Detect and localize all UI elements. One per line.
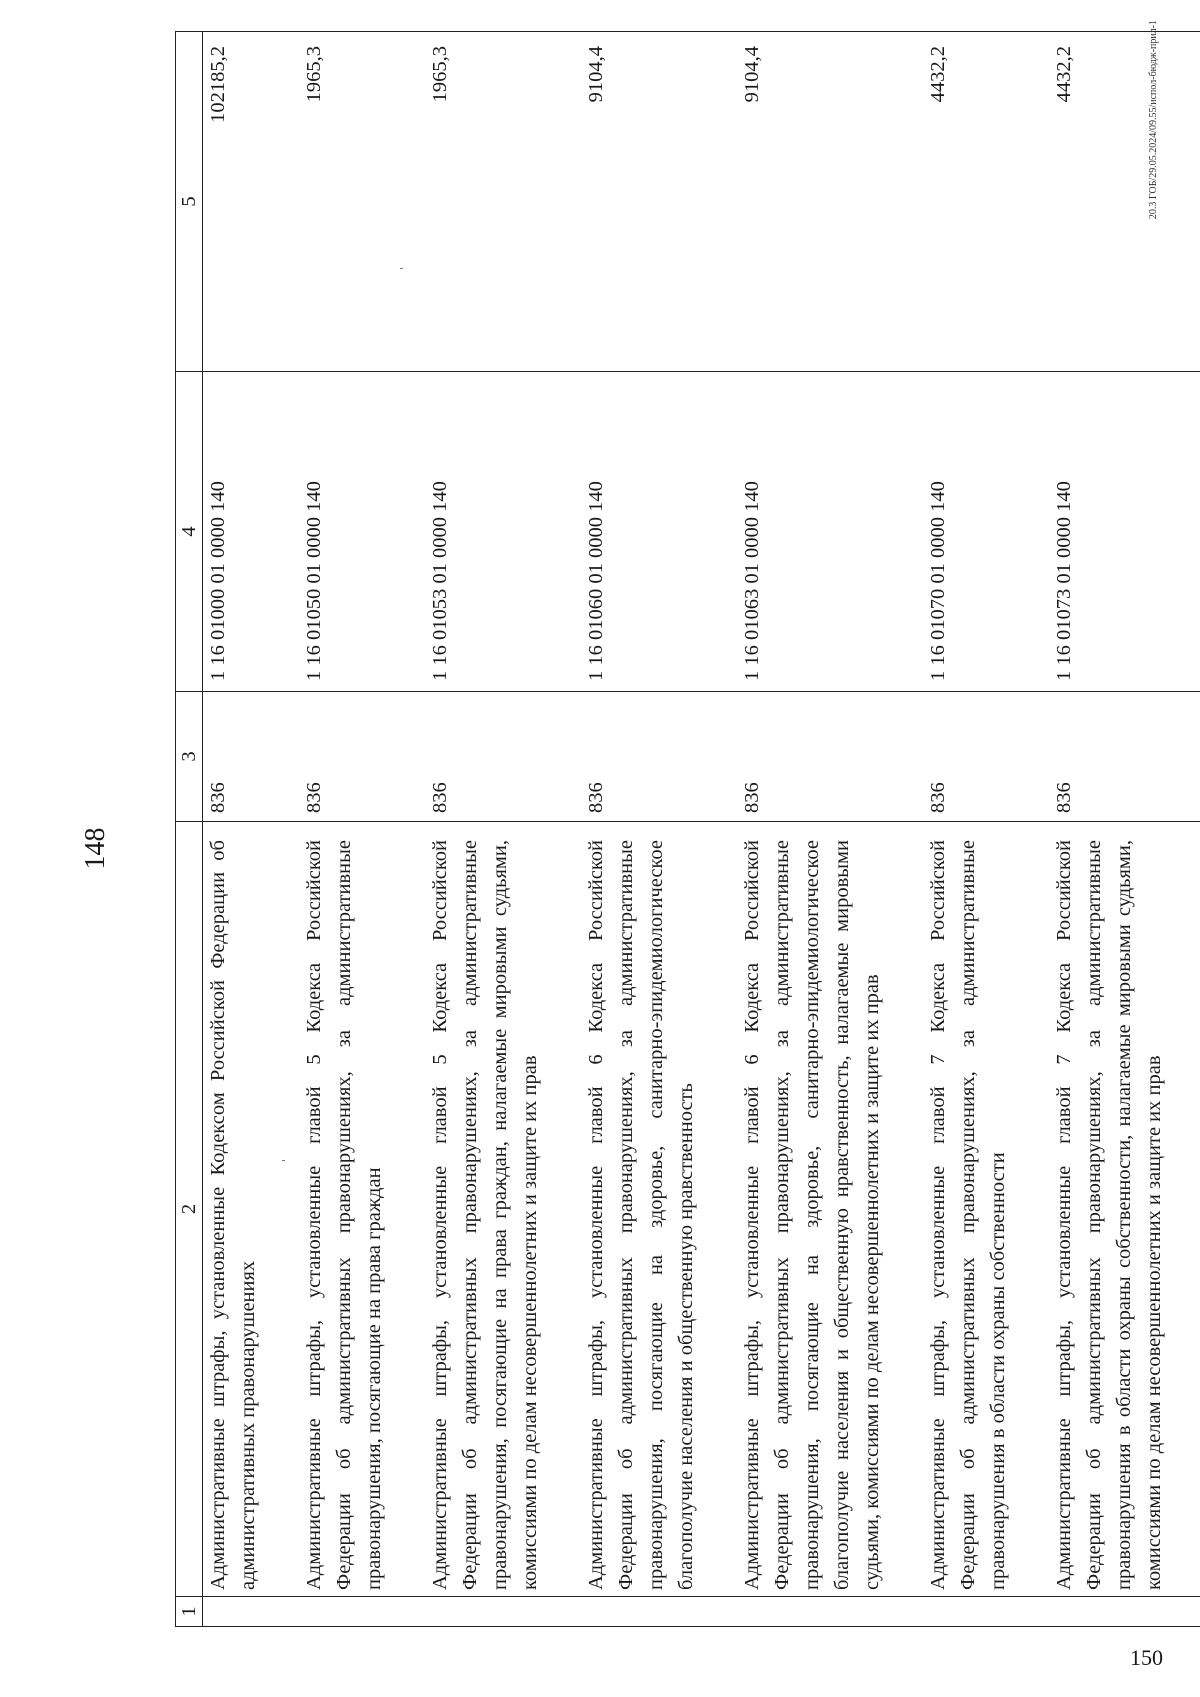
header-col-5: 5 xyxy=(176,32,203,372)
row-number-cell xyxy=(423,1597,579,1627)
amount-cell: 1965,3 xyxy=(423,32,579,372)
page-number: 148 xyxy=(80,827,111,870)
amount-cell: 1965,3 xyxy=(297,32,423,372)
budget-revenue-table xyxy=(175,31,1200,1627)
description-cell: Административные штрафы, установленные главой 7 Кодекса Российской Федерации об административных правонарушениях, за административные правонарушения в области охраны собственности xyxy=(921,822,1047,1597)
kbk-code-cell: 1 16 01063 01 0000 140 xyxy=(735,372,921,692)
description-cell: Административные штрафы, установленные главой 5 Кодекса Российской Федерации об административных правонарушениях, за административные правонарушения, посягающие на права граждан, налагаемые мировыми судьями, комиссиями по делам несовершеннолетних и защите их прав xyxy=(423,822,579,1597)
kbk-code-cell: 1 16 01073 01 0000 140 xyxy=(1047,372,1200,692)
table-row xyxy=(203,32,298,1627)
table-row xyxy=(921,32,1047,1627)
amount-cell: 9104,4 xyxy=(579,32,735,372)
kbk-code-cell: 1 16 01060 01 0000 140 xyxy=(579,372,735,692)
header-col-2: 2 xyxy=(176,822,203,1597)
kbk-code-cell: 1 16 01000 01 0000 140 xyxy=(203,372,298,692)
description-cell: Административные штрафы, установленные главой 5 Кодекса Российской Федерации об административных правонарушениях, за административные правонарушения, посягающие на права граждан xyxy=(297,822,423,1597)
row-number-cell xyxy=(1047,1597,1200,1627)
header-col-1: 1 xyxy=(176,1597,203,1627)
scan-page-number: 150 xyxy=(1130,1645,1163,1670)
table-row xyxy=(735,32,921,1627)
description-cell: Административные штрафы, установленные главой 6 Кодекса Российской Федерации об административных правонарушениях, за административные правонарушения, посягающие на здоровье, санитарно-эпидемиологическое благополучие населения и общественную нравственность, налагаемые мировыми судьями, комиссиями по делам несовершеннолетних и защите их прав xyxy=(735,822,921,1597)
scan-speck xyxy=(282,1160,285,1161)
kbk-code-cell: 1 16 01053 01 0000 140 xyxy=(423,372,579,692)
admin-code-cell: 836 xyxy=(297,692,423,822)
kbk-code-cell: 1 16 01070 01 0000 140 xyxy=(921,372,1047,692)
amount-cell: 9104,4 xyxy=(735,32,921,372)
amount-cell: 4432,2 xyxy=(1047,32,1200,372)
table-header xyxy=(176,32,203,1627)
row-number-cell xyxy=(735,1597,921,1627)
table-row xyxy=(297,32,423,1627)
admin-code-cell: 836 xyxy=(423,692,579,822)
table-row xyxy=(579,32,735,1627)
admin-code-cell: 836 xyxy=(735,692,921,822)
row-number-cell xyxy=(921,1597,1047,1627)
kbk-code-cell: 1 16 01050 01 0000 140 xyxy=(297,372,423,692)
row-number-cell xyxy=(297,1597,423,1627)
description-cell: Административные штрафы, установленные главой 7 Кодекса Российской Федерации об административных правонарушениях, за административные правонарушения в области охраны собственности, налагаемые мировыми судьями, комиссиями по делам несовершеннолетних и защите их прав xyxy=(1047,822,1200,1597)
document-footer-code: 20.3 ГОБ/29.05.2024/09.55/испол-бюдж-прил-1 xyxy=(1148,20,1159,220)
table-row xyxy=(423,32,579,1627)
description-cell: Административные штрафы, установленные главой 6 Кодекса Российской Федерации об административных правонарушениях, за административные правонарушения, посягающие на здоровье, санитарно-эпидемиологическое благополучие населения и общественную нравственность xyxy=(579,822,735,1597)
table-row xyxy=(1047,32,1200,1627)
header-col-3: 3 xyxy=(176,692,203,822)
description-cell: Административные штрафы, установленные Кодексом Российской Федерации об административных правонарушениях xyxy=(203,822,298,1597)
admin-code-cell: 836 xyxy=(921,692,1047,822)
table-body xyxy=(203,32,1200,1627)
admin-code-cell: 836 xyxy=(1047,692,1200,822)
admin-code-cell: 836 xyxy=(203,692,298,822)
header-row xyxy=(176,32,203,1627)
admin-code-cell: 836 xyxy=(579,692,735,822)
amount-cell: 102185,2 xyxy=(203,32,298,372)
scan-speck xyxy=(400,268,403,269)
row-number-cell xyxy=(203,1597,298,1627)
amount-cell: 4432,2 xyxy=(921,32,1047,372)
row-number-cell xyxy=(579,1597,735,1627)
header-col-4: 4 xyxy=(176,372,203,692)
